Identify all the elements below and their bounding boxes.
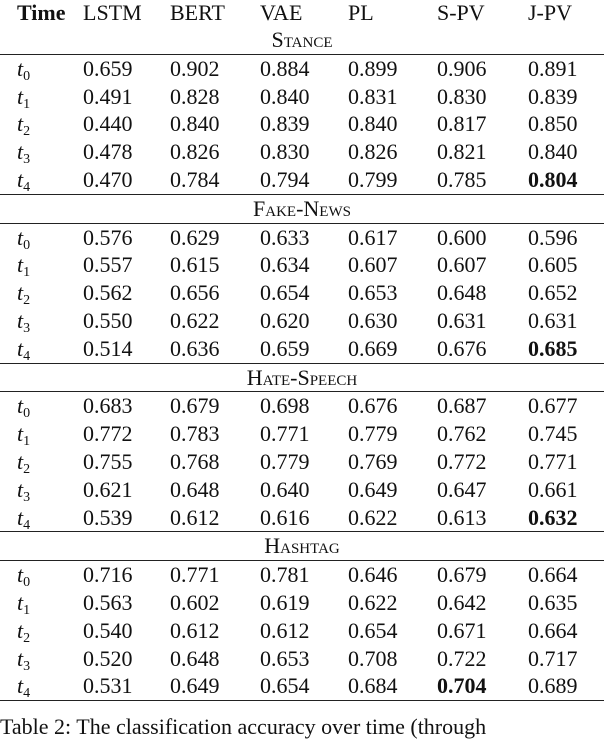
table-row (0, 504, 604, 532)
time-cell (0, 561, 83, 589)
value-cell: 0.631 (437, 307, 487, 333)
table-row (0, 672, 604, 700)
value-cell: 0.779 (348, 421, 398, 447)
value-cell: 0.659 (260, 335, 348, 363)
time-subscript: 4 (23, 517, 31, 533)
value-cell: 0.840 (348, 111, 398, 137)
value-cell: 0.771 (170, 562, 220, 588)
value-cell: 0.612 (170, 504, 260, 532)
table-row (0, 166, 604, 194)
value-cell: 0.648 (437, 280, 487, 306)
value-cell: 0.615 (170, 252, 220, 278)
value-cell: 0.648 (170, 476, 220, 502)
section-header-row (0, 194, 604, 223)
value-cell: 0.679 (170, 393, 220, 419)
value-cell: 0.612 (170, 617, 220, 643)
value-cell: 0.630 (348, 307, 398, 333)
value-cell: 0.799 (348, 166, 437, 194)
value-cell: 0.831 (348, 83, 398, 109)
time-subscript: 1 (23, 265, 31, 281)
value-cell: 0.440 (83, 111, 133, 137)
table-row (0, 645, 604, 673)
value-cell: 0.677 (528, 393, 578, 419)
section-title: Stance (0, 26, 604, 54)
value-cell: 0.576 (83, 224, 133, 250)
value-cell: 0.600 (437, 224, 487, 250)
time-cell (0, 420, 83, 448)
time-symbol: t (17, 673, 24, 699)
value-cell: 0.616 (260, 504, 348, 532)
table-row (0, 561, 604, 589)
value-cell: 0.779 (260, 448, 310, 474)
time-subscript: 4 (23, 348, 31, 364)
value-cell: 0.840 (170, 111, 220, 137)
value-cell: 0.906 (437, 55, 487, 81)
value-cell: 0.653 (260, 645, 310, 671)
table-row (0, 448, 604, 476)
time-symbol: t (17, 224, 24, 250)
value-cell: 0.640 (260, 476, 310, 502)
time-symbol: t (17, 476, 24, 502)
time-symbol: t (17, 83, 24, 109)
value-cell: 0.633 (260, 224, 310, 250)
time-subscript: 2 (23, 124, 31, 140)
time-cell (0, 392, 83, 420)
section-title: Hashtag (0, 532, 604, 561)
value-cell: 0.762 (437, 421, 487, 447)
value-cell: 0.622 (348, 504, 437, 532)
column-header-lstm: LSTM (83, 0, 142, 25)
value-cell: 0.605 (528, 252, 578, 278)
table-row (0, 392, 604, 420)
value-cell: 0.850 (528, 111, 578, 137)
value-cell: 0.514 (83, 335, 170, 363)
column-header-bert: BERT (170, 0, 225, 25)
value-cell: 0.557 (83, 252, 133, 278)
table-row (0, 420, 604, 448)
value-cell: 0.642 (437, 589, 487, 615)
time-subscript: 2 (23, 630, 31, 646)
value-cell: 0.613 (437, 504, 528, 532)
value-cell: 0.621 (83, 476, 133, 502)
time-cell (0, 589, 83, 617)
column-header-time: Time (17, 0, 66, 25)
column-header-vae: VAE (260, 0, 303, 25)
value-cell: 0.632 (528, 504, 604, 532)
value-cell: 0.620 (260, 307, 310, 333)
value-cell: 0.828 (170, 83, 220, 109)
value-cell: 0.550 (83, 307, 133, 333)
value-cell: 0.687 (437, 393, 487, 419)
time-subscript: 3 (23, 658, 31, 674)
time-symbol: t (17, 307, 24, 333)
value-cell: 0.619 (260, 589, 310, 615)
time-symbol: t (17, 421, 24, 447)
value-cell: 0.562 (83, 280, 133, 306)
value-cell: 0.745 (528, 421, 578, 447)
value-cell: 0.784 (170, 166, 260, 194)
value-cell: 0.683 (83, 393, 133, 419)
value-cell: 0.794 (260, 166, 348, 194)
table-row (0, 307, 604, 335)
value-cell: 0.629 (170, 224, 220, 250)
time-subscript: 4 (23, 179, 31, 195)
value-cell: 0.520 (83, 645, 133, 671)
value-cell: 0.902 (170, 55, 220, 81)
value-cell: 0.646 (348, 562, 398, 588)
value-cell: 0.676 (348, 393, 398, 419)
value-cell: 0.698 (260, 393, 310, 419)
table-row (0, 251, 604, 279)
value-cell: 0.671 (437, 617, 487, 643)
section-title: Hate-Speech (0, 363, 604, 392)
value-cell: 0.634 (260, 252, 310, 278)
time-symbol: t (17, 448, 24, 474)
table-row (0, 589, 604, 617)
time-symbol: t (17, 617, 24, 643)
table-row (0, 83, 604, 111)
table-body (0, 26, 604, 701)
value-cell: 0.540 (83, 617, 133, 643)
time-cell (0, 476, 83, 504)
time-cell (0, 448, 83, 476)
table-row (0, 138, 604, 166)
table-row (0, 476, 604, 504)
value-cell: 0.771 (528, 448, 578, 474)
value-cell: 0.821 (437, 139, 487, 165)
value-cell: 0.664 (528, 562, 578, 588)
value-cell: 0.840 (528, 139, 578, 165)
value-cell: 0.602 (170, 589, 220, 615)
time-subscript: 0 (23, 68, 31, 84)
value-cell: 0.649 (170, 672, 260, 700)
time-cell (0, 672, 83, 700)
value-cell: 0.679 (437, 562, 487, 588)
value-cell: 0.652 (528, 280, 578, 306)
time-symbol: t (17, 111, 24, 137)
time-subscript: 1 (23, 96, 31, 112)
value-cell: 0.656 (170, 280, 220, 306)
value-cell: 0.804 (528, 166, 604, 194)
value-cell: 0.689 (528, 672, 604, 700)
value-cell: 0.708 (348, 645, 398, 671)
time-subscript: 3 (23, 152, 31, 168)
value-cell: 0.563 (83, 589, 133, 615)
value-cell: 0.612 (260, 617, 310, 643)
value-cell: 0.531 (83, 672, 170, 700)
value-cell: 0.781 (260, 562, 310, 588)
value-cell: 0.607 (348, 252, 398, 278)
value-cell: 0.884 (260, 55, 310, 81)
value-cell: 0.654 (348, 617, 398, 643)
value-cell: 0.654 (260, 672, 348, 700)
value-cell: 0.631 (528, 307, 578, 333)
table-row (0, 617, 604, 645)
value-cell: 0.839 (260, 111, 310, 137)
value-cell: 0.771 (260, 421, 310, 447)
value-cell: 0.607 (437, 252, 487, 278)
time-symbol: t (17, 166, 24, 192)
value-cell: 0.716 (83, 562, 133, 588)
time-symbol: t (17, 280, 24, 306)
time-subscript: 0 (23, 406, 31, 422)
value-cell: 0.539 (83, 504, 170, 532)
section-header-row (0, 26, 604, 54)
time-symbol: t (17, 589, 24, 615)
section-header-row (0, 363, 604, 392)
time-subscript: 1 (23, 602, 31, 618)
table-row (0, 279, 604, 307)
value-cell: 0.622 (348, 589, 398, 615)
value-cell: 0.478 (83, 139, 133, 165)
column-header-s-pv: S-PV (437, 0, 485, 25)
value-cell: 0.659 (83, 55, 133, 81)
time-cell (0, 617, 83, 645)
time-cell (0, 223, 83, 251)
value-cell: 0.653 (348, 280, 398, 306)
table-row (0, 54, 604, 82)
header-row (0, 0, 604, 26)
time-subscript: 3 (23, 489, 31, 505)
column-header-j-pv: J-PV (528, 0, 573, 25)
value-cell: 0.617 (348, 224, 398, 250)
value-cell: 0.769 (348, 448, 398, 474)
time-symbol: t (17, 335, 24, 361)
value-cell: 0.840 (260, 83, 310, 109)
time-subscript: 3 (23, 320, 31, 336)
time-subscript: 2 (23, 293, 31, 309)
column-header-pl: PL (348, 0, 374, 25)
time-cell (0, 83, 83, 111)
value-cell: 0.768 (170, 448, 220, 474)
time-symbol: t (17, 645, 24, 671)
time-cell (0, 504, 83, 532)
value-cell: 0.704 (437, 672, 528, 700)
value-cell: 0.635 (528, 589, 578, 615)
value-cell: 0.669 (348, 335, 437, 363)
value-cell: 0.891 (528, 55, 578, 81)
time-symbol: t (17, 55, 24, 81)
time-symbol: t (17, 562, 24, 588)
value-cell: 0.839 (528, 83, 578, 109)
time-symbol: t (17, 139, 24, 165)
value-cell: 0.826 (348, 139, 398, 165)
value-cell: 0.722 (437, 645, 487, 671)
value-cell: 0.755 (83, 448, 133, 474)
time-cell (0, 645, 83, 673)
time-subscript: 1 (23, 434, 31, 450)
value-cell: 0.899 (348, 55, 398, 81)
table-row (0, 223, 604, 251)
time-subscript: 0 (23, 237, 31, 253)
value-cell: 0.830 (260, 139, 310, 165)
value-cell: 0.772 (437, 448, 487, 474)
value-cell: 0.772 (83, 421, 133, 447)
time-subscript: 0 (23, 575, 31, 591)
time-cell (0, 279, 83, 307)
value-cell: 0.636 (170, 335, 260, 363)
time-symbol: t (17, 504, 24, 530)
value-cell: 0.785 (437, 166, 528, 194)
time-cell (0, 251, 83, 279)
time-subscript: 2 (23, 461, 31, 477)
time-cell (0, 335, 83, 363)
value-cell: 0.684 (348, 672, 437, 700)
value-cell: 0.654 (260, 280, 310, 306)
value-cell: 0.647 (437, 476, 487, 502)
value-cell: 0.830 (437, 83, 487, 109)
section-header-row (0, 532, 604, 561)
time-symbol: t (17, 252, 24, 278)
time-subscript: 4 (23, 686, 31, 702)
value-cell: 0.685 (528, 335, 604, 363)
time-cell (0, 110, 83, 138)
value-cell: 0.649 (348, 476, 398, 502)
table-row (0, 335, 604, 363)
time-cell (0, 166, 83, 194)
section-title: Fake-News (0, 194, 604, 223)
value-cell: 0.661 (528, 476, 578, 502)
value-cell: 0.717 (528, 645, 578, 671)
time-symbol: t (17, 393, 24, 419)
time-cell (0, 307, 83, 335)
value-cell: 0.491 (83, 83, 133, 109)
value-cell: 0.783 (170, 421, 220, 447)
value-cell: 0.826 (170, 139, 220, 165)
value-cell: 0.470 (83, 166, 170, 194)
table-caption: Table 2: The classification accuracy over time (through (0, 714, 487, 739)
value-cell: 0.648 (170, 645, 220, 671)
value-cell: 0.622 (170, 307, 220, 333)
table-row (0, 110, 604, 138)
time-cell (0, 138, 83, 166)
time-cell (0, 54, 83, 82)
value-cell: 0.664 (528, 617, 578, 643)
value-cell: 0.817 (437, 111, 487, 137)
value-cell: 0.596 (528, 224, 578, 250)
value-cell: 0.676 (437, 335, 528, 363)
